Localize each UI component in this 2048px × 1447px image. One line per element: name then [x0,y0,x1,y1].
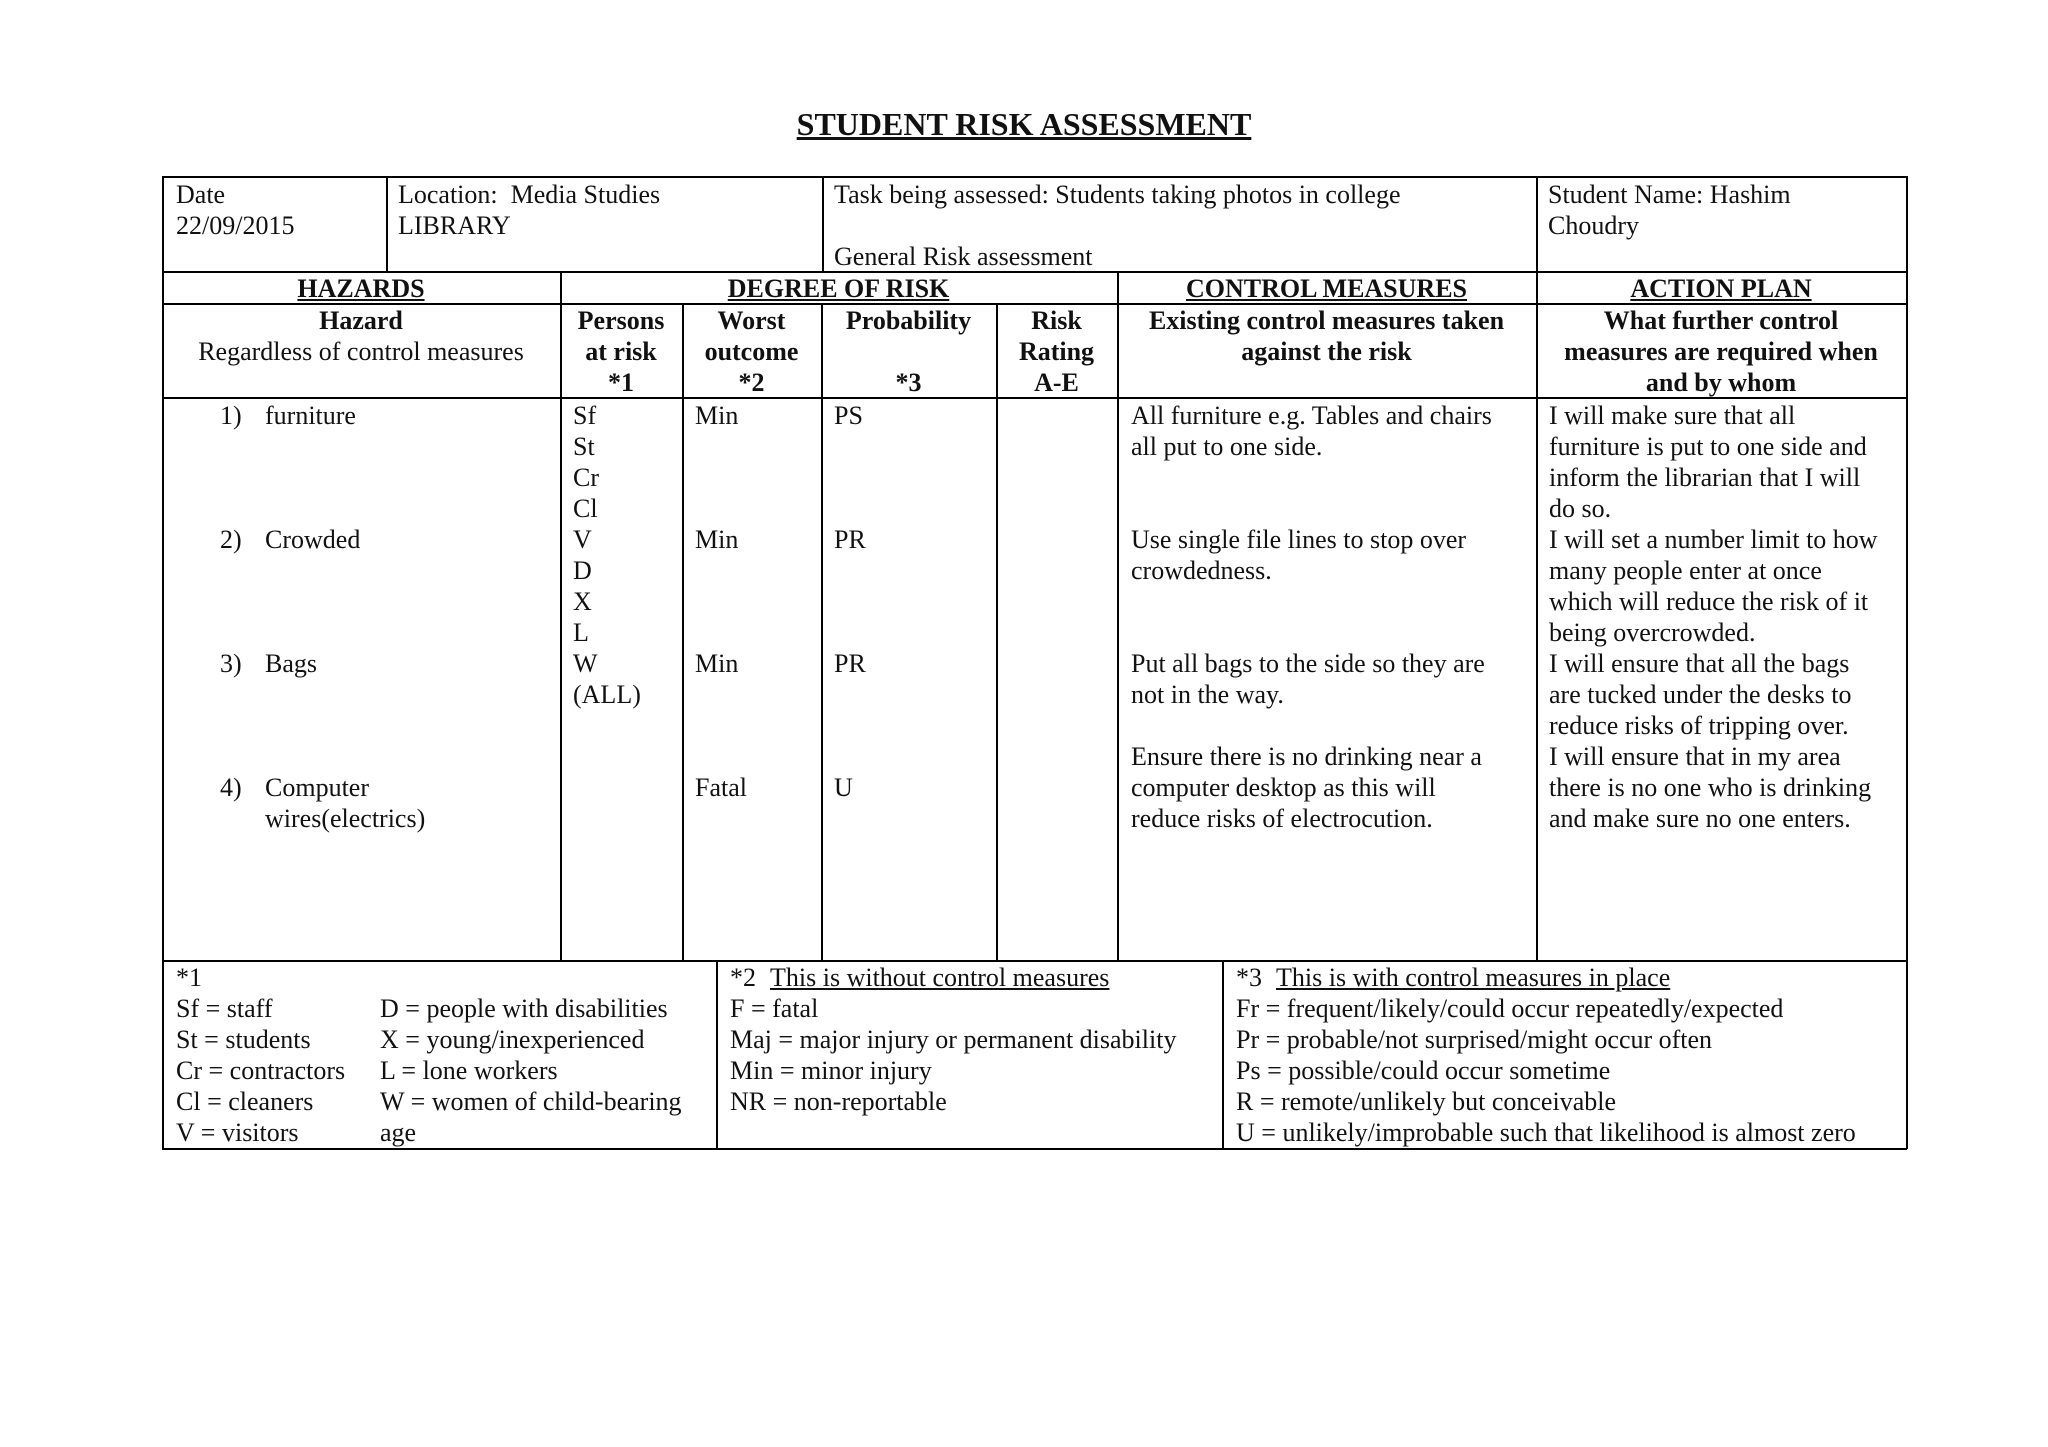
key-persons-item: V = visitors [176,1118,299,1147]
date-label: Date [176,180,226,209]
persons-head-1: Persons [577,306,665,335]
rating-head-2: Rating [1018,337,1095,366]
persons-code: St [573,432,595,461]
key-persons-item: age [380,1118,417,1147]
action-line: I will ensure that all the bags [1549,649,1850,678]
rating-head-3: A-E [1034,368,1079,397]
key-probability-mark: *3 [1236,963,1262,992]
hazard-name-continued: wires(electrics) [265,804,426,833]
key-persons-item: W = women of child-bearing [380,1087,682,1116]
key-persons-item: Cr = contractors [176,1056,346,1085]
section-hazards: HAZARDS [297,274,425,303]
list-item [220,772,550,834]
key-probability-item: Pr = probable/not surprised/might occur often [1236,1025,1713,1054]
location-cell [398,179,818,241]
location-label: Location: Media Studies [398,180,661,209]
list-item [220,524,360,555]
existing-head-2: against the risk [1241,337,1412,366]
persons-head-2: at risk [585,337,657,366]
further-head-1: What further control [1603,306,1839,335]
key-persons [176,962,712,1148]
hazard-title: Hazard [319,306,403,335]
location-value: LIBRARY [398,211,511,240]
column-worst-header [682,305,821,398]
control-line: not in the way. [1131,680,1284,709]
action-line: are tucked under the desks to [1549,680,1852,709]
section-action-plan: ACTION PLAN [1630,274,1812,303]
action-line: inform the librarian that I will [1549,463,1861,492]
column-persons-header [560,305,682,398]
hazard-sub: Regardless of control measures [198,337,524,366]
action-line: there is no one who is drinking [1549,773,1872,802]
further-head-3: and by whom [1645,368,1797,397]
key-outcomes-heading: This is without control measures [770,963,1110,992]
persons-code: Sf [573,401,597,430]
probability-value: PR [834,525,866,554]
key-persons-heading: *1 [176,963,202,992]
key-probability [1236,962,1904,1148]
probability-value: U [834,773,853,802]
task-cell [834,179,1534,272]
hazard-name: Crowded [265,525,361,554]
section-degree-of-risk: DEGREE OF RISK [727,274,950,303]
hazard-number: 2) [220,525,242,554]
hazard-name: Computer [265,773,369,802]
persons-code: V [573,525,592,554]
key-probability-heading: This is with control measures in place [1276,963,1671,992]
task-label: Task being assessed: Students taking photos in college [834,180,1401,209]
worst-head-2: outcome [704,337,799,366]
action-plan-list [1549,400,1904,834]
key-outcomes-item: Maj = major injury or permanent disability [730,1025,1177,1054]
control-line: all put to one side. [1131,432,1323,461]
worst-outcome-value: Min [695,649,739,678]
action-line: I will make sure that all [1549,401,1796,430]
key-outcomes-mark: *2 [730,963,756,992]
section-control-measures: CONTROL MEASURES [1186,274,1467,303]
date-cell [176,179,381,241]
existing-control-measures [1131,400,1533,834]
column-rating-header [996,305,1117,398]
hazard-name: furniture [265,401,356,430]
key-probability-item: R = remote/unlikely but conceivable [1236,1087,1616,1116]
key-persons-item: D = people with disabilities [380,994,668,1023]
key-persons-item: L = lone workers [380,1056,558,1085]
worst-outcome-value: Min [695,401,739,430]
persons-at-risk-list [573,400,678,710]
worst-head-3: *2 [738,368,765,397]
action-line: and make sure no one enters. [1549,804,1851,833]
persons-code: W [573,649,598,678]
key-probability-item: Ps = possible/could occur sometime [1236,1056,1611,1085]
persons-head-3: *1 [608,368,634,397]
worst-outcome-value: Min [695,525,739,554]
control-line [1131,462,1533,493]
key-outcomes [730,962,1218,1117]
list-item [220,400,356,431]
persons-code: Cl [573,494,598,523]
control-line: All furniture e.g. Tables and chairs [1131,401,1492,430]
key-persons-item: St = students [176,1025,311,1054]
key-outcomes-item: Min = minor injury [730,1056,932,1085]
control-line: Ensure there is no drinking near a [1131,742,1482,771]
persons-code: (ALL) [573,680,641,709]
probability-head-3: *3 [895,368,922,397]
column-existing-header [1117,305,1536,367]
key-probability-item: Fr = frequent/likely/could occur repeatedly/expected [1236,994,1784,1023]
action-line: I will set a number limit to how [1549,525,1878,554]
column-probability-header [821,305,996,398]
worst-outcome-value: Fatal [695,773,747,802]
key-probability-item: U = unlikely/improbable such that likelihood is almost zero [1236,1118,1856,1147]
key-persons-item: Cl = cleaners [176,1087,314,1116]
existing-head-1: Existing control measures taken [1148,306,1505,335]
hazard-number: 3) [220,649,242,678]
control-line [1131,710,1533,741]
date-value: 22/09/2015 [176,211,295,240]
key-persons-item: X = young/inexperienced [380,1025,645,1054]
key-outcomes-item: NR = non-reportable [730,1087,947,1116]
probability-head-1: Probability [845,306,972,335]
control-line: Put all bags to the side so they are [1131,649,1485,678]
column-further-header [1536,305,1906,398]
key-outcomes-item: F = fatal [730,994,819,1023]
action-line: do so. [1549,494,1612,523]
probability-value: PR [834,649,866,678]
control-line: computer desktop as this will [1131,773,1436,802]
control-line: Use single file lines to stop over [1131,525,1467,554]
action-line: I will ensure that in my area [1549,742,1841,771]
student-cell [1548,179,1903,241]
hazard-name: Bags [265,649,317,678]
hazard-number: 1) [220,401,242,430]
key-persons-item: Sf = staff [176,994,273,1023]
action-line: many people enter at once [1549,556,1822,585]
control-line: reduce risks of electrocution. [1131,804,1433,833]
action-line: which will reduce the risk of it [1549,587,1869,616]
action-line: reduce risks of tripping over. [1549,711,1849,740]
rating-head-1: Risk [1031,306,1082,335]
probability-value: PS [834,401,863,430]
student-label: Student Name: Hashim [1548,180,1791,209]
persons-code: L [573,618,589,647]
control-line [1131,493,1533,524]
persons-code: X [573,587,592,616]
list-item [220,648,317,679]
student-value: Choudry [1548,211,1639,240]
control-line: crowdedness. [1131,556,1272,585]
persons-code: D [573,556,592,585]
action-line: being overcrowded. [1549,618,1756,647]
worst-head-1: Worst [717,306,786,335]
further-head-2: measures are required when [1564,337,1878,366]
column-hazard-header [162,305,560,367]
task-sub: General Risk assessment [834,242,1093,271]
hazard-number: 4) [220,773,242,802]
control-line [1131,586,1533,617]
action-line: furniture is put to one side and [1549,432,1867,461]
control-line [1131,617,1533,648]
persons-code: Cr [573,463,599,492]
probability-head-2 [821,336,996,367]
page-title: STUDENT RISK ASSESSMENT [796,106,1252,142]
